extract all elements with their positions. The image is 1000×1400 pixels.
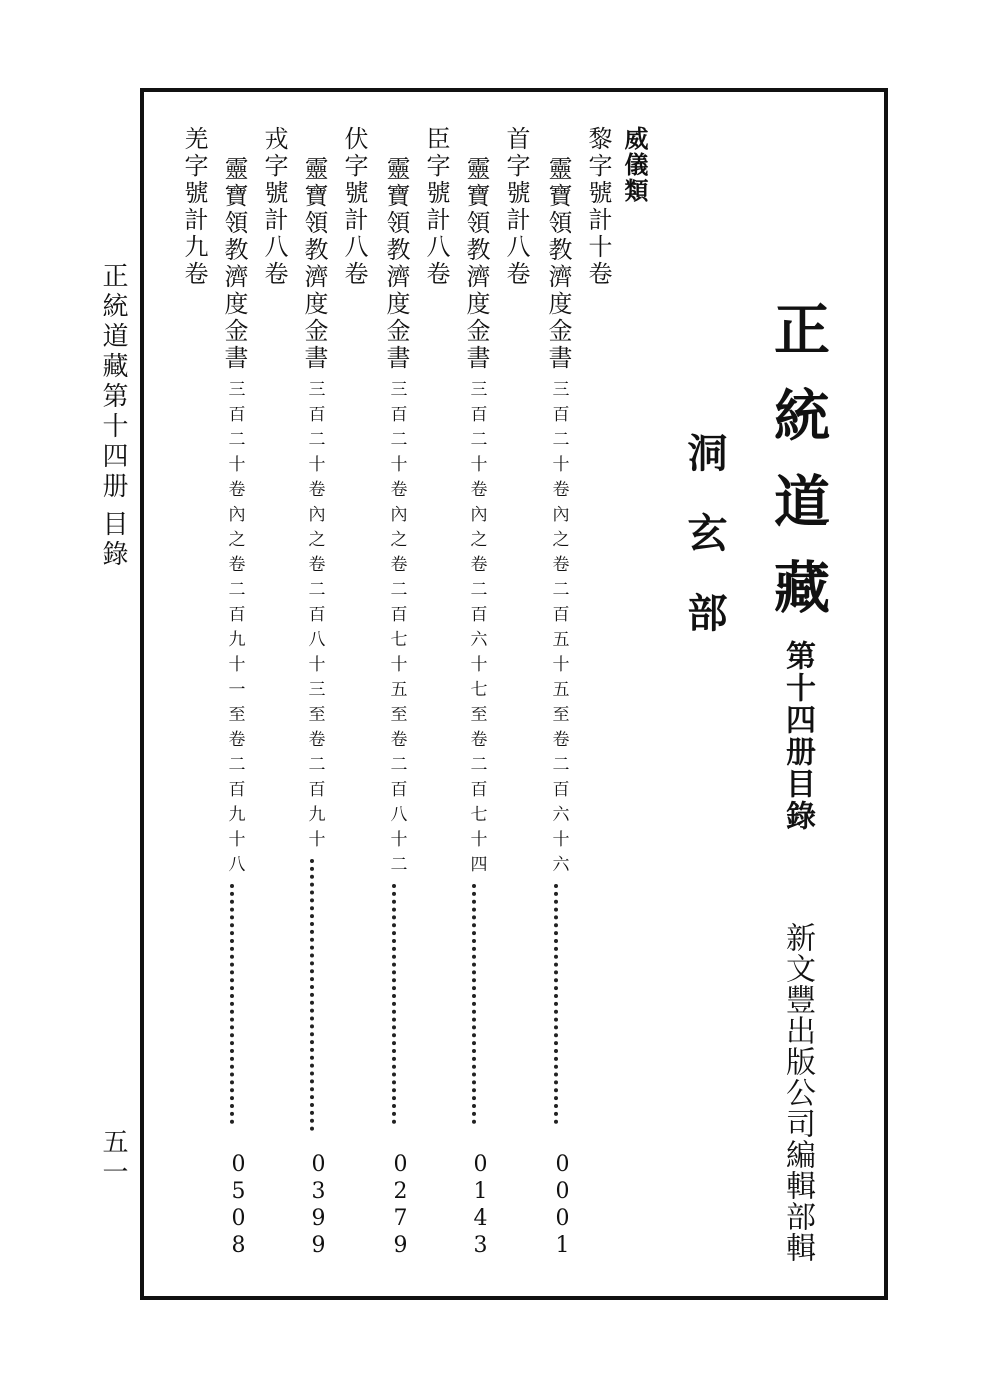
leader-dots — [554, 884, 562, 1124]
section-title: 洞玄部 — [681, 432, 728, 672]
toc-range: 首字號計八卷 — [502, 126, 530, 288]
toc-entry-title: 靈寶領教濟度金書 — [462, 156, 490, 372]
toc-entry — [222, 156, 246, 1128]
toc-range: 戎字號計八卷 — [260, 126, 288, 288]
toc-page-number: 0508 — [226, 1152, 251, 1260]
toc-page-number: 0001 — [550, 1152, 575, 1260]
toc-entry-volumes: 三百二十卷內之卷二百九十一至卷二百九十八 — [224, 380, 245, 880]
toc-range: 臣字號計八卷 — [422, 126, 450, 288]
toc-entry-volumes: 三百二十卷內之卷二百七十五至卷二百八十二 — [386, 380, 407, 880]
volume-title: 第十四册目錄 — [780, 640, 815, 832]
toc-entry-title: 靈寶領教濟度金書 — [382, 156, 410, 372]
toc-page-number: 0279 — [388, 1152, 413, 1260]
toc-entry — [546, 156, 570, 1128]
toc-entry — [464, 156, 488, 1128]
toc-entry-title: 靈寶領教濟度金書 — [220, 156, 248, 372]
toc-entry — [384, 156, 408, 1128]
leader-dots — [230, 884, 238, 1124]
page-folio: 五一 — [98, 1128, 128, 1188]
leader-dots — [392, 884, 400, 1124]
toc-entry-title: 靈寶領教濟度金書 — [544, 156, 572, 372]
toc-range: 黎字號計十卷 — [584, 126, 612, 288]
toc-range: 羌字號計九卷 — [180, 126, 208, 288]
toc-range: 伏字號計八卷 — [340, 126, 368, 288]
running-header-subtitle: 目錄 — [98, 510, 128, 570]
leader-dots — [472, 884, 480, 1124]
toc-entry-title: 靈寶領教濟度金書 — [300, 156, 328, 372]
toc-entry — [302, 156, 326, 1135]
toc-entry-volumes: 三百二十卷內之卷二百八十三至卷二百九十 — [304, 380, 325, 855]
toc-entry-volumes: 三百二十卷內之卷二百六十七至卷二百七十四 — [466, 380, 487, 880]
main-title: 正統道藏 — [765, 300, 831, 644]
toc-category: 威儀類 — [620, 126, 649, 204]
toc-page-number: 0143 — [468, 1152, 493, 1260]
leader-dots — [310, 859, 318, 1131]
toc-page-number: 0399 — [306, 1152, 331, 1260]
toc-entry-volumes: 三百二十卷內之卷二百五十五至卷二百六十六 — [548, 380, 569, 880]
running-header-title: 正統道藏第十四册 — [98, 262, 128, 502]
editor-credit: 新文豐出版公司編輯部輯 — [780, 922, 815, 1263]
